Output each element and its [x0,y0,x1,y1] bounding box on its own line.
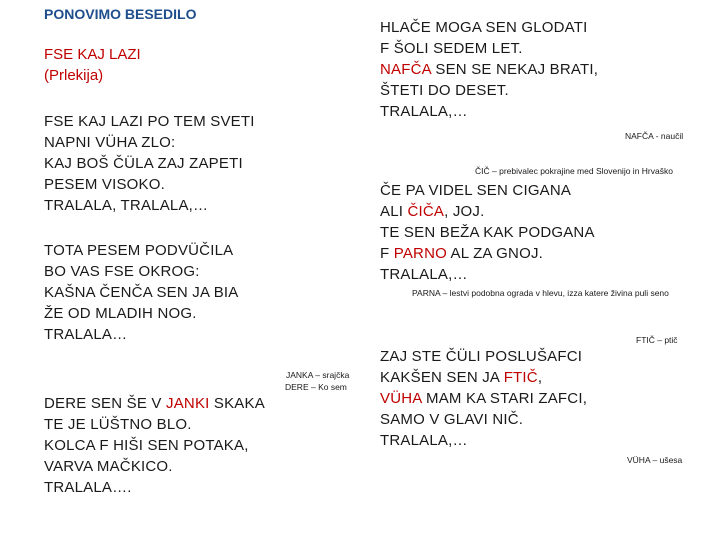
verse-line: NAPNI VÜHA ZLO: [44,134,176,151]
song-subtitle: (Prlekija) [44,67,104,84]
verse-line: FSE KAJ LAZI PO TEM SVETI [44,113,255,130]
verse-line: TRALALA…. [44,479,132,496]
verse-line [380,388,587,409]
verse-text: SEN SE NEKAJ BRATI, [431,61,599,78]
verse-line [44,393,265,414]
verse-line: KAJ BOŠ ČÜLA ZAJ ZAPETI [44,155,243,172]
verse-line [380,59,598,80]
highlighted-word: ČIČA [407,203,445,220]
stanza-3 [44,393,265,498]
verse-text: F [380,245,394,262]
verse-line: TE JE LÜŠTNO BLO. [44,416,192,433]
verse-line: ČE PA VIDEL SEN CIGANA [380,182,572,199]
verse-line: F ŠOLI SEDEM LET. [380,40,523,57]
verse-line: TRALALA,… [380,266,468,283]
song-title-block [44,44,141,86]
verse-line: TE SEN BEŽA KAK PODGANA [380,224,595,241]
stanza-4 [380,17,598,122]
verse-line: PESEM VISOKO. [44,176,165,193]
verse-text: AL ZA GNOJ. [446,245,544,262]
verse-line: TRALALA, TRALALA,… [44,197,209,214]
verse-text: , [537,369,543,386]
note-parna: PARNA – lestvi podobna ograda v hlevu, izza katere živina puli seno [412,288,669,298]
highlighted-word: JANKI [166,395,210,412]
verse-line: TRALALA,… [380,432,468,449]
verse-line: ŽE OD MLADIH NOG. [44,305,197,322]
note-janka: JANKA – srajčka [286,370,350,380]
verse-text: ALI [380,203,408,220]
verse-text: MAM KA STARI ZAFCI, [421,390,588,407]
verse-line: TRALALA… [44,326,128,343]
verse-line: ZAJ STE ČÜLI POSLUŠAFCI [380,348,583,365]
verse-text: SKAKA [209,395,265,412]
highlighted-word: FTIČ [503,369,538,386]
highlighted-word: PARNO [393,245,447,262]
verse-line: HLAČE MOGA SEN GLODATI [380,19,588,36]
verse-line: ŠTETI DO DESET. [380,82,509,99]
stanza-2 [44,240,238,345]
verse-line [380,243,595,264]
verse-line: TRALALA,… [380,103,468,120]
note-nafca: NAFČA - naučil [625,131,684,141]
highlighted-word: NAFČA [380,61,432,78]
verse-line [380,367,587,388]
verse-line: BO VAS FSE OKROG: [44,263,200,280]
verse-text: DERE SEN ŠE V [44,395,167,412]
verse-line: VARVA MAČKICO. [44,458,173,475]
verse-line: KAŠNA ČENČA SEN JA BIA [44,284,239,301]
verse-line: TOTA PESEM PODVÜČILA [44,242,234,259]
stanza-6 [380,346,587,451]
verse-text: KAKŠEN SEN JA [380,369,504,386]
page-heading: PONOVIMO BESEDILO [44,6,197,22]
note-vuha: VÜHA – ušesa [627,455,683,465]
stanza-1 [44,111,255,216]
verse-line: SAMO V GLAVI NIČ. [380,411,524,428]
highlighted-word: VÜHA [380,390,422,407]
verse-line [380,201,595,222]
stanza-5 [380,180,595,285]
verse-line: KOLCA F HIŠI SEN POTAKA, [44,437,249,454]
verse-text: , JOJ. [444,203,485,220]
note-cic: ČIČ – prebivalec pokrajine med Slovenijo in Hrvaško [475,166,673,176]
note-dere: DERE – Ko sem [285,382,347,392]
note-ftic: FTIČ – ptič [636,335,678,345]
song-title: FSE KAJ LAZI [44,46,141,63]
